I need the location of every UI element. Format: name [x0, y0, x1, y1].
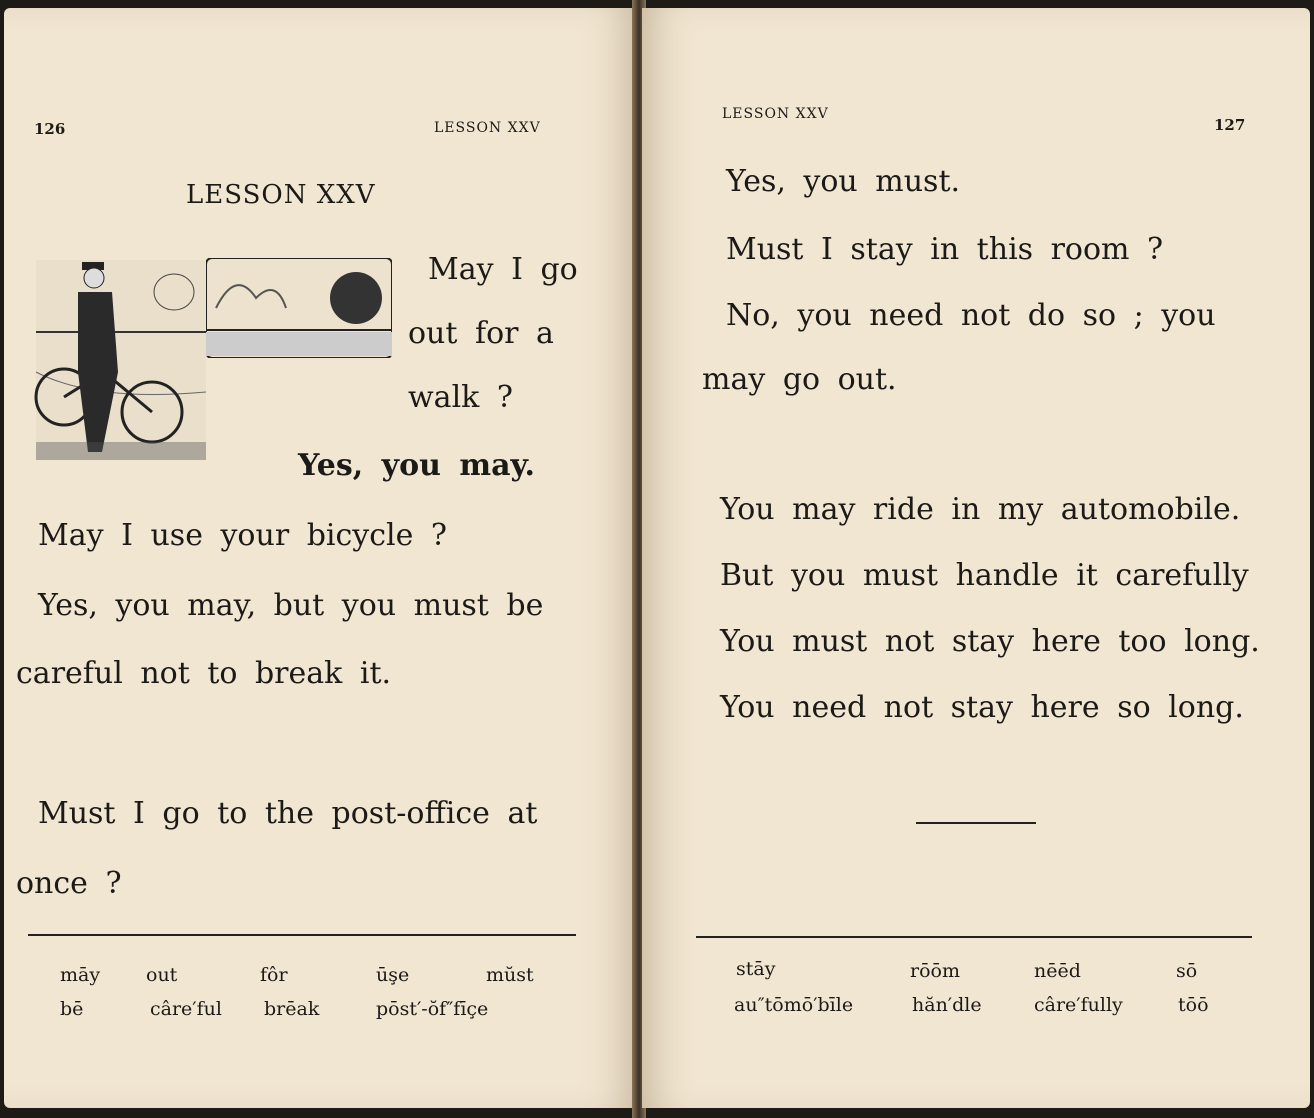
text-line: Yes, you may, but you must be — [38, 588, 544, 623]
vocab-word: tōō — [1178, 994, 1209, 1016]
vocab-word: au″tōmō′bīle — [734, 994, 854, 1016]
text-line: out for a — [408, 316, 554, 351]
short-divider — [916, 822, 1036, 824]
vocab-word: sō — [1176, 960, 1198, 982]
text-line: Yes, you must. — [726, 164, 961, 199]
vocab-word: māy — [60, 964, 101, 986]
text-line: But you must handle it carefully — [720, 558, 1249, 593]
page-number: 126 — [34, 120, 66, 138]
vocab-word: nēēd — [1034, 960, 1081, 982]
text-line: You must not stay here too long. — [720, 624, 1260, 659]
running-head: LESSON XXV — [722, 106, 829, 122]
divider-rule — [28, 934, 576, 936]
text-line: May I go — [428, 252, 578, 287]
text-line: Must I go to the post-office at — [38, 796, 538, 831]
text-line: may go out. — [702, 362, 897, 397]
running-head: LESSON XXV — [434, 120, 541, 136]
text-line: careful not to break it. — [16, 656, 392, 691]
vocab-word: fôr — [260, 964, 288, 986]
left-page — [4, 8, 636, 1108]
vocab-word: hăn′dle — [912, 994, 982, 1016]
text-line: No, you need not do so ; you — [726, 298, 1216, 333]
text-line: You may ride in my automobile. — [720, 492, 1241, 527]
text-line: Must I stay in this room ? — [726, 232, 1164, 267]
lesson-title: LESSON XXV — [186, 180, 376, 210]
vocab-word: mŭst — [486, 964, 534, 986]
landscape-illustration — [206, 258, 392, 358]
vocab-word: brēak — [264, 998, 320, 1020]
text-line: once ? — [16, 866, 122, 901]
man-with-bicycle-illustration — [34, 252, 206, 462]
vocab-word: out — [146, 964, 178, 986]
vocab-word: bē — [60, 998, 84, 1020]
vocab-word: câre′fully — [1034, 994, 1123, 1016]
divider-rule — [696, 936, 1252, 938]
vocab-word: ūşe — [376, 964, 410, 986]
text-line: walk ? — [408, 380, 513, 415]
right-page — [642, 8, 1310, 1108]
page-number: 127 — [1214, 116, 1246, 134]
text-line: You need not stay here so long. — [720, 690, 1244, 725]
vocab-word: pōst′-ŏf″fīçe — [376, 998, 489, 1020]
text-line: May I use your bicycle ? — [38, 518, 448, 553]
vocab-word: câre′ful — [150, 998, 222, 1020]
vocab-word: stāy — [736, 958, 776, 980]
vocab-word: rōōm — [910, 960, 960, 982]
text-line: Yes, you may. — [298, 448, 535, 483]
